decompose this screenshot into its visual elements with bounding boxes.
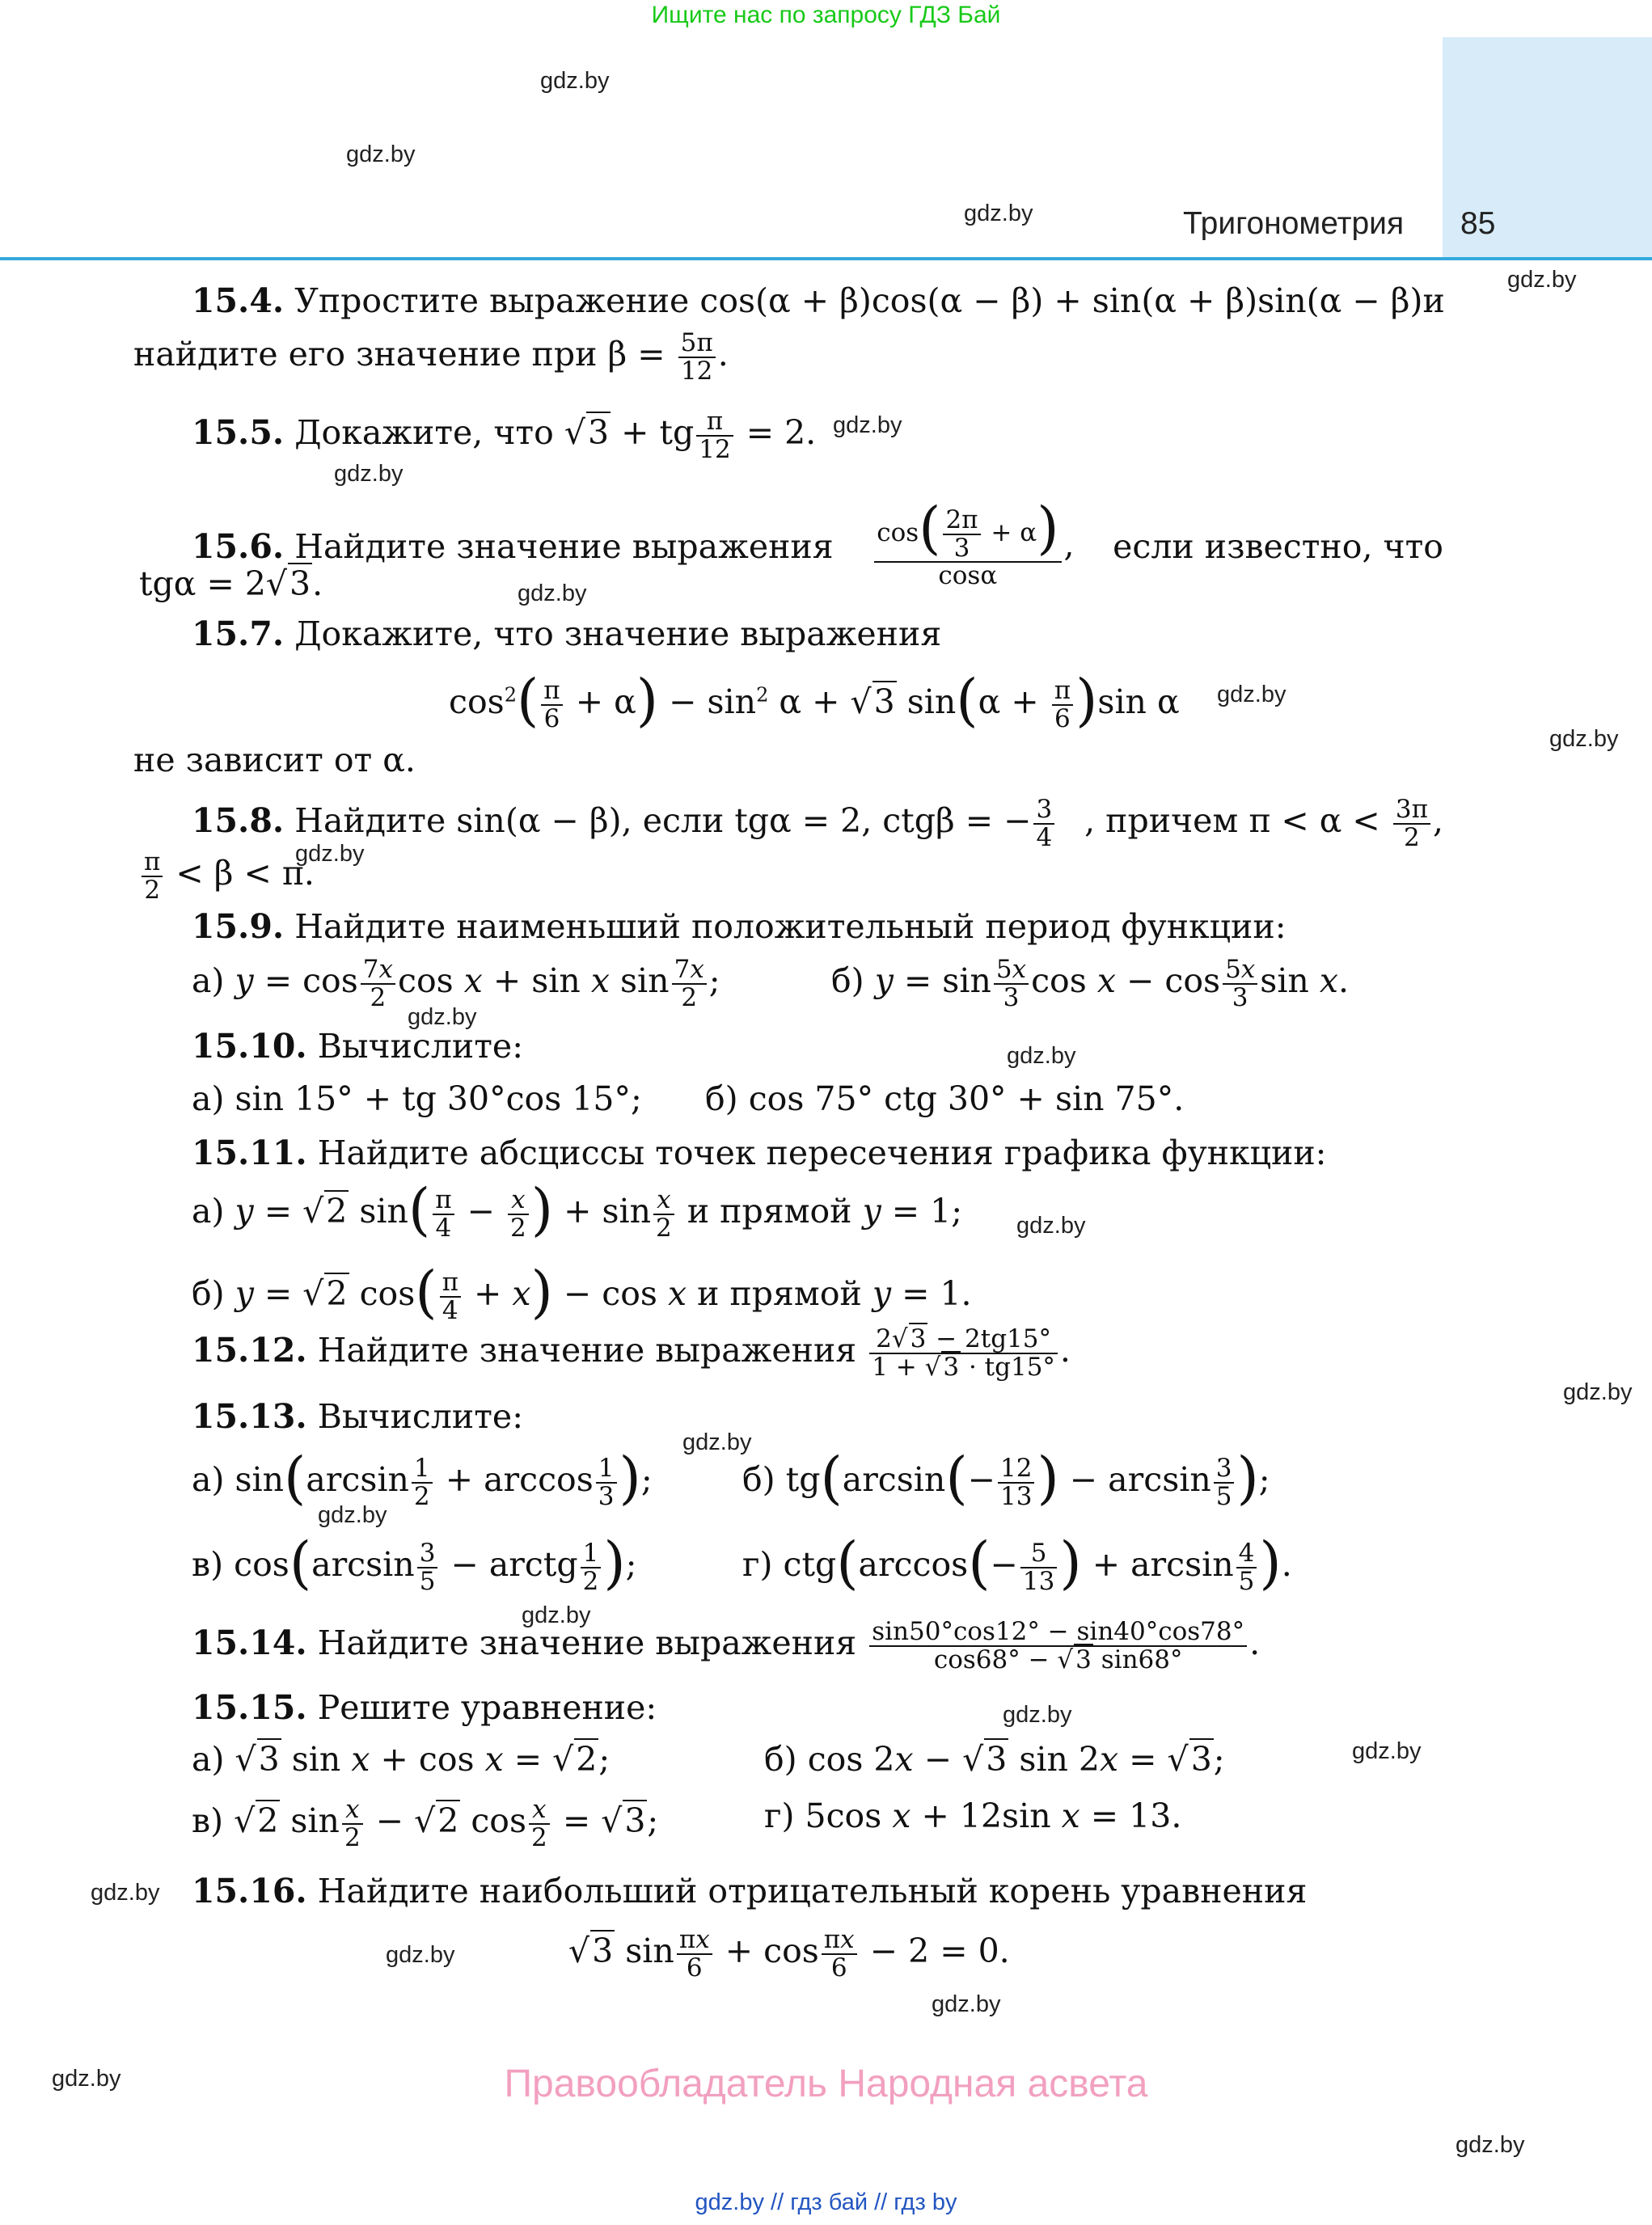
problem-text: Вычислите: <box>317 1397 524 1436</box>
watermark: gdz.by <box>964 201 1033 226</box>
problem-15-11 <box>192 1134 1327 1173</box>
watermark: gdz.by <box>408 1004 477 1030</box>
problem-15-11-a: а) y = √2 sin( $\frac{\pi}{4}$ − $\frac{x}{2}$ ) + sin $\frac{x}{2}$ и прямой y = 1; <box>192 1176 963 1243</box>
watermark: gdz.by <box>91 1880 160 1906</box>
problem-15-6: 15.6. Найдите значение выражения cos( $\frac{2\pi}{3}$ + α) cosα , если известно, что <box>192 495 1443 591</box>
problem-15-15-a: а) √3 sin x + cos x = √2; <box>192 1740 611 1779</box>
problem-15-6-cont: tgα = 2√3. <box>139 564 323 603</box>
problem-15-13-c: в) cos(arcsin $\frac{3}{5}$ − arctg $\frac{1}{2}$ ); <box>192 1530 637 1597</box>
problem-number: 15.4. <box>192 281 285 320</box>
problem-15-13-b: б) tg(arcsin(− $\frac{12}{13}$ ) − arcsin $\frac{3}{5}$ ); <box>742 1445 1270 1512</box>
problem-15-13-d: г) ctg(arccos(− $\frac{5}{13}$ ) + arcsin $\frac{4}{5}$ ). <box>742 1530 1292 1597</box>
watermark: gdz.by <box>1352 1738 1422 1764</box>
problem-15-15-d: г) 5cos x + 12sin x = 13. <box>764 1796 1182 1835</box>
problem-text: и прямой <box>687 1192 852 1231</box>
problem-15-7 <box>192 614 941 654</box>
problem-number: 15.13. <box>192 1397 307 1436</box>
problem-text: Докажите, что значение выражения <box>294 614 942 653</box>
problem-text: Найдите sin(α − β), если tgα = 2, ctgβ = − <box>294 801 1032 841</box>
problem-15-11-b: б) y = √2 cos( $\frac{\pi}{4}$ + x) − cos x и прямой y = 1. <box>192 1259 972 1326</box>
problem-number: 15.16. <box>192 1872 307 1910</box>
problem-15-5: 15.5. Докажите, что √3 + tg $\frac{\pi}{12}$ = 2. <box>192 407 817 464</box>
problem-text: Найдите наибольший отрицательный корень уравнения <box>317 1872 1308 1910</box>
copyright-notice: Правообладатель Народная асвета <box>504 2062 1148 2105</box>
watermark: gdz.by <box>522 1602 591 1628</box>
problem-15-4: 15.4. Упростите выражение cos(α + β)cos(α − β) + sin(α + β)sin(α − β) и <box>192 281 1445 320</box>
problem-text: Упростите выражение <box>294 281 690 320</box>
problem-number: 15.8. <box>192 801 285 841</box>
problem-text: Докажите, что <box>294 413 554 453</box>
watermark: gdz.by <box>334 461 403 487</box>
watermark: gdz.by <box>1016 1213 1086 1239</box>
footer-links[interactable]: gdz.by // гдз бай // гдз by <box>695 2189 957 2215</box>
problem-15-4-cont: найдите его значение при β = $\frac{5\pi}{12}$ . <box>133 328 729 386</box>
problem-text-tail: , причем π < α < <box>1084 801 1380 841</box>
page-number: 85 <box>1460 206 1496 241</box>
watermark: gdz.by <box>1507 267 1577 293</box>
problem-15-8: 15.8. Найдите sin(α − β), если tgα = 2, ctgβ = − $\frac{3}{4}$ , причем π < α < $\frac{3\pi}{2}$ , <box>192 795 1443 852</box>
problem-15-15 <box>192 1688 657 1728</box>
problem-text-tail: и <box>1422 281 1445 320</box>
problem-text: Решите уравнение: <box>317 1688 657 1727</box>
problem-15-9-b: б) y = sin $\frac{5x}{3}$ cos x − cos $\frac{5x}{3}$ sin x. <box>831 955 1350 1012</box>
problem-15-16 <box>192 1872 1307 1911</box>
problem-15-13-a: а) sin(arcsin $\frac{1}{2}$ + arccos $\frac{1}{3}$ ); <box>192 1445 653 1512</box>
problem-text: Найдите абсциссы точек пересечения графика функции: <box>317 1134 1327 1172</box>
problem-15-12: 15.12. Найдите значение выражения $\frac{2√3 - 2tg15^\circ}{1 + √3 \cdot tg15^\circ}$ . <box>192 1324 1071 1382</box>
problem-number: 15.9. <box>192 907 285 946</box>
problem-15-7-formula: $\cos^2$( $\frac{\pi}{6}$ + $\alpha) - \sin^2 \alpha + √3$ sin(α + $\frac{\pi}{6}$ )sin α <box>449 667 1180 734</box>
watermark: gdz.by <box>833 412 902 438</box>
problem-text: Найдите значение выражения <box>317 1331 857 1370</box>
problem-number: 15.14. <box>192 1623 307 1663</box>
watermark: gdz.by <box>518 581 587 606</box>
problem-text: Найдите значение выражения <box>294 527 834 567</box>
problem-15-10-b: б) cos 75° ctg 30° + sin 75°. <box>705 1079 1185 1118</box>
problem-text-tail: если известно, что <box>1113 527 1443 567</box>
header-rule <box>0 257 1652 260</box>
problem-number: 15.5. <box>192 413 285 453</box>
watermark: gdz.by <box>1549 726 1619 752</box>
problem-text: Найдите значение выражения <box>317 1623 857 1663</box>
problem-text: Найдите наименьший положительный период функции: <box>294 907 1287 946</box>
problem-number: 15.11. <box>192 1134 307 1172</box>
watermark: gdz.by <box>682 1429 752 1455</box>
watermark: gdz.by <box>1456 2132 1525 2158</box>
problem-number: 15.6. <box>192 527 285 567</box>
watermark: gdz.by <box>1563 1379 1633 1405</box>
problem-number: 15.10. <box>192 1027 307 1066</box>
watermark: gdz.by <box>295 841 365 867</box>
problem-15-9 <box>192 907 1287 947</box>
problem-15-14: 15.14. Найдите значение выражения $\frac{\sin 50^\circ\cos 12^\circ - \sin 40^\circ\cos 78^\circ}{\cos 68^\circ - √3 \sin 68^\circ}$ . <box>192 1617 1261 1674</box>
problem-15-7-tail: не зависит от α. <box>133 741 416 779</box>
problem-15-9-a: а) y = cos $\frac{7x}{2}$ cos x + sin x sin $\frac{7x}{2}$ ; <box>192 955 720 1012</box>
watermark: gdz.by <box>540 68 610 94</box>
problem-text: Вычислите: <box>317 1027 524 1066</box>
problem-15-15-c: в) √2 sin $\frac{x}{2}$ − √2 cos $\frac{x}{2}$ = √3; <box>192 1795 659 1852</box>
problem-15-10-a: а) sin 15° + tg 30°cos 15°; <box>192 1079 642 1118</box>
problem-number: 15.12. <box>192 1331 307 1370</box>
problem-15-13 <box>192 1397 523 1437</box>
problem-text: и прямой <box>697 1274 862 1314</box>
watermark: gdz.by <box>1003 1702 1072 1728</box>
problem-15-16-formula: √3 sin $\frac{\pi x}{6}$ + cos $\frac{\pi x}{6}$ − 2 = 0. <box>568 1925 1010 1982</box>
watermark: gdz.by <box>386 1942 455 1968</box>
watermark: gdz.by <box>932 1991 1001 2017</box>
problem-number: 15.7. <box>192 614 285 653</box>
watermark: gdz.by <box>346 141 416 167</box>
problem-number: 15.15. <box>192 1688 307 1727</box>
watermark: gdz.by <box>1217 682 1287 707</box>
watermark: gdz.by <box>52 2066 121 2092</box>
problem-text: найдите его значение при <box>133 335 598 374</box>
section-title: Тригонометрия <box>1183 206 1405 241</box>
watermark: gdz.by <box>1007 1043 1076 1069</box>
problem-15-15-b: б) cos 2x − √3 sin 2x = √3; <box>764 1740 1225 1779</box>
watermark: gdz.by <box>318 1502 387 1528</box>
problem-15-8-cont: $\frac{\pi}{2}$ < β < π. <box>139 849 315 903</box>
search-banner: Ищите нас по запросу ГДЗ Бай <box>651 2 1001 28</box>
problem-15-10 <box>192 1027 523 1066</box>
